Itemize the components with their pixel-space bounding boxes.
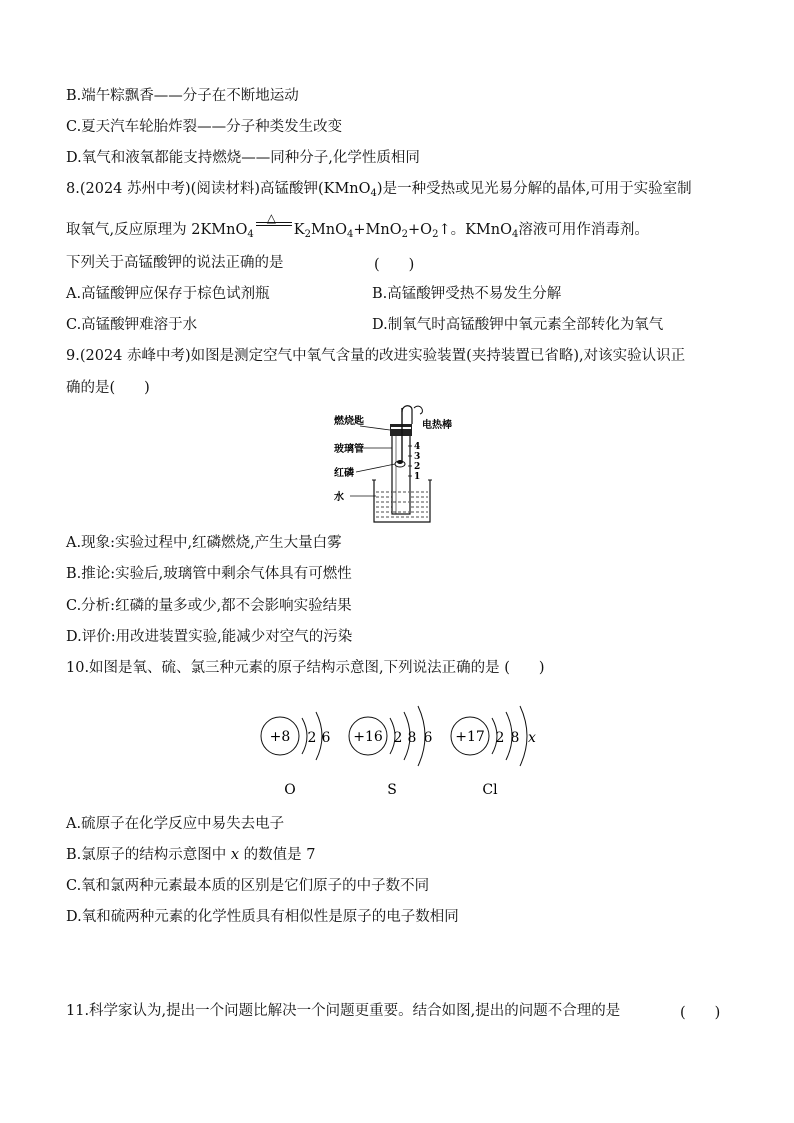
label-tube: 玻璃管 bbox=[334, 444, 364, 455]
q10-stem: 10.如图是氧、硫、氯三种元素的原子结构示意图,下列说法正确的是 ( ) bbox=[66, 660, 545, 676]
q9-option-a: A.现象:实验过程中,红磷燃烧,产生大量白雾 bbox=[66, 535, 342, 551]
label-water: 水 bbox=[334, 492, 344, 503]
chlorine-nucleus: +17 bbox=[455, 729, 485, 745]
chlorine-symbol: Cl bbox=[482, 782, 498, 798]
q9-stem-line2: 确的是( ) bbox=[66, 380, 150, 396]
q8-option-b: B.高锰酸钾受热不易发生分解 bbox=[372, 286, 562, 302]
oxygen-shell-2: 6 bbox=[321, 730, 331, 746]
oxygen-symbol: O bbox=[284, 782, 296, 798]
stopper bbox=[390, 424, 412, 436]
oxygen-nucleus: +8 bbox=[269, 729, 291, 745]
glass-tube bbox=[392, 426, 410, 514]
chlorine-shell-3: x bbox=[528, 730, 536, 746]
label-rod: 电热棒 bbox=[422, 420, 452, 431]
q10-option-a: A.硫原子在化学反应中易失去电子 bbox=[66, 816, 285, 832]
atom-structure-figure bbox=[250, 690, 550, 800]
oxygen-shell-1: 2 bbox=[307, 730, 317, 746]
sulfur-symbol: S bbox=[387, 782, 397, 798]
label-spoon: 燃烧匙 bbox=[334, 416, 364, 427]
heat-symbol: △ bbox=[266, 211, 276, 225]
sulfur-nucleus: +16 bbox=[353, 729, 383, 745]
scale-mark-3: 3 bbox=[414, 452, 421, 462]
q7-option-c: C.夏天汽车轮胎炸裂——分子种类发生改变 bbox=[66, 119, 343, 135]
q8-answer-paren: ( ) bbox=[374, 257, 415, 273]
q7-option-b: B.端午粽飘香——分子在不断地运动 bbox=[66, 88, 299, 104]
q8-stem-line1: 8.(2024 苏州中考)(阅读材料)高锰酸钾(KMnO$_4$)是一种受热或见光易分解的晶体,可用于实验室制 bbox=[66, 181, 692, 199]
sulfur-shell-3: 6 bbox=[423, 730, 433, 746]
reaction-arrow bbox=[254, 211, 294, 234]
q9-stem-line1: 9.(2024 赤峰中考)如图是测定空气中氧气含量的改进实验装置(夹持装置已省略),对该实验认识正 bbox=[66, 348, 686, 364]
scale-mark-2: 2 bbox=[414, 462, 421, 472]
q8-stem-line2: 取氧气,反应原理为 2KMnO$_4$ △ $K_2MnO_4+MnO_2+O_2↑$。KMnO$_4$溶液可用作消毒剂。 bbox=[66, 220, 649, 245]
q8-option-a: A.高锰酸钾应保存于棕色试剂瓶 bbox=[66, 286, 270, 302]
q8-option-c: C.高锰酸钾难溶于水 bbox=[66, 317, 198, 333]
label-phosphorus: 红磷 bbox=[334, 468, 354, 479]
chlorine-shell-1: 2 bbox=[495, 730, 505, 746]
q9-option-d: D.评价:用改进装置实验,能减少对空气的污染 bbox=[66, 629, 353, 645]
sulfur-shell-1: 2 bbox=[393, 730, 403, 746]
q11-answer-paren: ( ) bbox=[680, 1005, 721, 1021]
q9-option-c: C.分析:红磷的量多或少,都不会影响实验结果 bbox=[66, 598, 352, 614]
chlorine-shell-2: 8 bbox=[510, 730, 520, 746]
q10-option-d: D.氧和硫两种元素的化学性质具有相似性是原子的电子数相同 bbox=[66, 909, 459, 925]
scale-mark-4: 4 bbox=[414, 442, 421, 452]
q9-option-b: B.推论:实验后,玻璃管中剩余气体具有可燃性 bbox=[66, 566, 352, 582]
sulfur-shell-2: 8 bbox=[407, 730, 417, 746]
q8-option-d: D.制氧气时高锰酸钾中氧元素全部转化为氧气 bbox=[372, 317, 664, 333]
q8-stem-line3: 下列关于高锰酸钾的说法正确的是 bbox=[66, 255, 284, 271]
q10-option-c: C.氧和氯两种元素最本质的区别是它们原子的中子数不同 bbox=[66, 878, 430, 894]
oxygen-experiment-figure bbox=[330, 402, 470, 526]
q7-option-d: D.氧气和液氧都能支持燃烧——同种分子,化学性质相同 bbox=[66, 150, 420, 166]
q10-option-b: B.氯原子的结构示意图中 x 的数值是 7 bbox=[66, 847, 316, 863]
scale-mark-1: 1 bbox=[414, 472, 421, 482]
q11-stem: 11.科学家认为,提出一个问题比解决一个问题更重要。结合如图,提出的问题不合理的是 bbox=[66, 1003, 621, 1019]
